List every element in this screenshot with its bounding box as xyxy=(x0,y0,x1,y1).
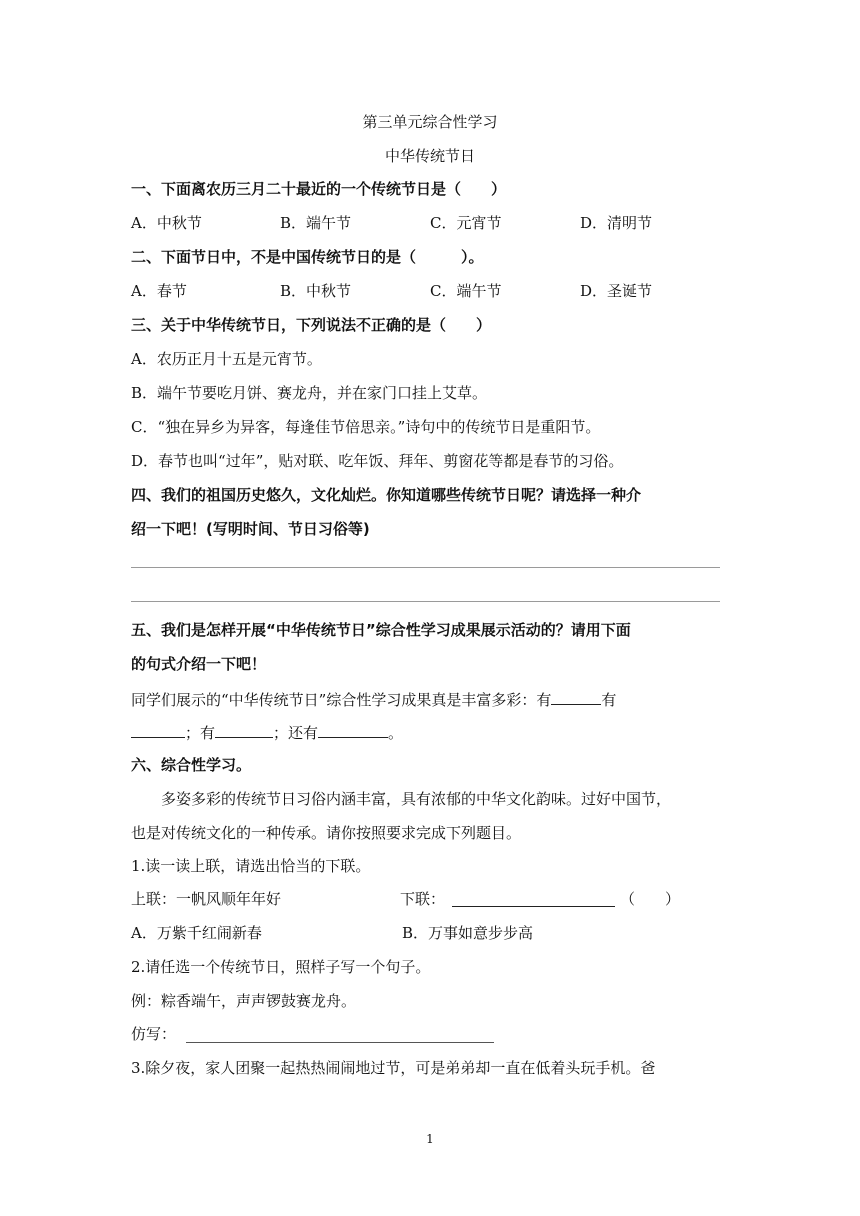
question-4-stem-line-2: 绍一下吧！(写明时间、节日习俗等) xyxy=(131,520,370,538)
sub-question-2-prompt: 2.请任选一个传统节日，照样子写一个句子。 xyxy=(131,958,431,976)
answer-line-2[interactable] xyxy=(131,601,720,602)
question-5-sentence-line-2 xyxy=(131,721,403,743)
separator-2: ；还有 xyxy=(273,724,319,742)
question-5-stem-line-2: 的句式介绍一下吧！ xyxy=(131,655,267,673)
page-number: 1 xyxy=(426,1132,434,1146)
couplet-option-a: A．万紫千红闹新春 xyxy=(131,924,262,942)
question-1-stem: 一、下面离农历三月二十最近的一个传统节日是（ ） xyxy=(131,180,507,198)
sub-question-3-prompt: 3.除夕夜，家人团聚一起热热闹闹地过节，可是弟弟却一直在低着头玩手机。爸 xyxy=(131,1059,656,1077)
sub-question-1-prompt: 1.读一读上联，请选出恰当的下联。 xyxy=(131,857,371,875)
answer-parenthesis[interactable]: （ ） xyxy=(620,890,681,908)
example-sentence: 例：粽香端午，声声锣鼓赛龙舟。 xyxy=(131,992,357,1010)
question-2-option-d: D．圣诞节 xyxy=(580,282,653,300)
question-1-option-b: B．端午节 xyxy=(280,214,352,232)
question-5-sentence-lead: 同学们展示的“中华传统节日”综合性学习成果真是丰富多彩：有 xyxy=(131,691,552,709)
question-6-stem: 六、综合性学习。 xyxy=(131,756,252,774)
question-3-option-b: B．端午节要吃月饼、赛龙舟，并在家门口挂上艾草。 xyxy=(131,384,488,402)
question-3-stem: 三、关于中华传统节日，下列说法不正确的是（ ） xyxy=(131,316,492,334)
question-5-sentence-line-1 xyxy=(131,688,616,710)
upper-couplet: 上联：一帆风顺年年好 xyxy=(131,890,282,908)
question-2-option-c: C．端午节 xyxy=(430,282,502,300)
question-1-option-a: A．中秋节 xyxy=(131,214,202,232)
question-1-option-c: C．元宵节 xyxy=(430,214,502,232)
document-subtitle: 中华传统节日 xyxy=(384,147,475,165)
question-2-option-a: A．春节 xyxy=(131,282,187,300)
imitate-blank[interactable] xyxy=(186,1042,494,1043)
lower-couplet-label: 下联： xyxy=(400,890,446,908)
separator-1: ；有 xyxy=(185,724,216,742)
question-4-stem-line-1: 四、我们的祖国历史悠久，文化灿烂。你知道哪些传统节日呢？请选择一种介 xyxy=(131,486,642,504)
sentence-end: 。 xyxy=(388,724,404,742)
question-6-intro-line-1: 多姿多彩的传统节日习俗内涵丰富，具有浓郁的中华文化韵味。过好中国节， xyxy=(161,790,672,808)
blank-4[interactable] xyxy=(318,721,388,738)
lower-couplet-blank[interactable] xyxy=(452,906,615,907)
couplet-option-b: B．万事如意步步高 xyxy=(402,924,534,942)
document-title: 第三单元综合性学习 xyxy=(362,113,498,131)
blank-1[interactable] xyxy=(551,688,601,705)
blank-2[interactable] xyxy=(131,721,185,738)
question-3-option-a: A．农历正月十五是元宵节。 xyxy=(131,350,322,368)
question-6-intro-line-2: 也是对传统文化的一种传承。请你按照要求完成下列题目。 xyxy=(131,824,522,842)
question-2-option-b: B．中秋节 xyxy=(280,282,352,300)
blank-3[interactable] xyxy=(215,721,273,738)
question-3-option-c: C．“独在异乡为异客，每逢佳节倍思亲。”诗句中的传统节日是重阳节。 xyxy=(131,418,601,436)
question-3-option-d: D．春节也叫“过年”，贴对联、吃年饭、拜年、剪窗花等都是春节的习俗。 xyxy=(131,452,624,470)
question-2-stem: 二、下面节日中，不是中国传统节日的是（ ）。 xyxy=(131,248,484,266)
question-1-option-d: D．清明节 xyxy=(580,214,653,232)
imitate-label: 仿写： xyxy=(131,1025,177,1043)
answer-line-1[interactable] xyxy=(131,567,720,568)
question-5-stem-line-1: 五、我们是怎样开展“中华传统节日”综合性学习成果展示活动的？请用下面 xyxy=(131,621,631,639)
question-5-sentence-tail: 有 xyxy=(601,691,617,709)
